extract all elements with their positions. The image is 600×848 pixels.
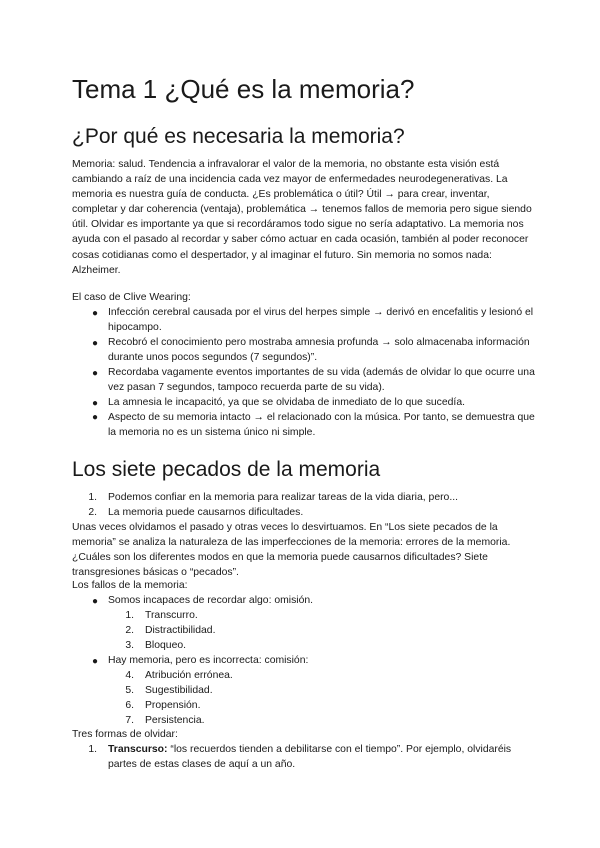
list-number: 1. bbox=[88, 492, 97, 503]
list-number: 2. bbox=[125, 625, 134, 636]
list-number: 7. bbox=[125, 715, 134, 726]
list-item: Recobró el conocimiento pero mostraba amnesia profunda → solo almacenaba información durante unos pocos segundos (7 segundos)”. bbox=[108, 337, 530, 364]
bullet-dot: ● bbox=[92, 412, 99, 423]
list-item: Persistencia. bbox=[145, 715, 205, 726]
list-item: Distractibilidad. bbox=[145, 625, 216, 636]
bullet-dot: ● bbox=[92, 656, 99, 667]
list-item: Propensión. bbox=[145, 700, 201, 711]
list-item: Transcurro. bbox=[145, 610, 198, 621]
list-item: La memoria puede causarnos dificultades. bbox=[108, 507, 304, 518]
list-item bbox=[108, 742, 538, 772]
bullet-dot: ● bbox=[92, 308, 99, 319]
bullet-dot: ● bbox=[92, 596, 99, 607]
pecados-paragraph: Unas veces olvidamos el pasado y otras veces lo desvirtuamos. En “Los siete pecados de la memoria” se analiza la naturaleza de las imperfecciones de la memoria: errores de la memoria. ¿Cuáles son los diferentes modos en que la memoria puede causarnos dificultades? Siete transgresiones básicas o “pecados”. bbox=[72, 522, 511, 579]
list-number: 5. bbox=[125, 685, 134, 696]
list-number: 4. bbox=[125, 670, 134, 681]
omision-label: Somos incapaces de recordar algo: omisión. bbox=[108, 595, 314, 606]
list-item: Podemos confiar en la memoria para realizar tareas de la vida diaria, pero... bbox=[108, 492, 458, 503]
list-number: 1. bbox=[125, 610, 134, 621]
list-item: Atribución errónea. bbox=[145, 670, 233, 681]
list-item: La amnesia le incapacitó, ya que se olvidaba de inmediato de lo que sucedía. bbox=[108, 397, 465, 408]
page-title: Tema 1 ¿Qué es la memoria? bbox=[72, 74, 415, 104]
bullet-dot: ● bbox=[92, 368, 99, 379]
list-number: 1. bbox=[88, 744, 97, 755]
list-item: Aspecto de su memoria intacto → el relacionado con la música. Por tanto, se demuestra que la memoria no es un sistema único ni simple. bbox=[108, 412, 535, 439]
list-item: Infección cerebral causada por el virus del herpes simple → derivó en encefalitis y lesionó el hipocampo. bbox=[108, 307, 534, 334]
list-number: 3. bbox=[125, 640, 134, 651]
section-heading-necesaria: ¿Por qué es necesaria la memoria? bbox=[72, 125, 405, 148]
intro-paragraph: Memoria: salud. Tendencia a infravalorar el valor de la memoria, no obstante esta visión está cambiando a raíz de una incidencia cada vez mayor de enfermedades neurodegenerativas. La memoria es nuestra guía de conducta. ¿Es problemática o útil? Útil → para crear, inventar, completar y dar coherencia (ventaja), problemática → tenemos fallos de memoria pero sigue siendo útil. Olvidar es importante ya que si recordáramos todo sigue no sería adaptativo. La memoria nos ayuda con el pasado al recordar y saber cómo actuar en cada ocasión, también al poder reconocer cosas cotidianas como el despertador, y al imaginar el futuro. Sin memoria no somos nada: Alzheimer. bbox=[72, 159, 532, 276]
term-bold: Transcurso: bbox=[108, 744, 168, 755]
bullet-dot: ● bbox=[92, 338, 99, 349]
fallos-label: Los fallos de la memoria: bbox=[72, 580, 188, 591]
list-item: Recordaba vagamente eventos importantes de su vida (además de olvidar lo que ocurre una vez pasan 7 segundos, tampoco recuerda parte de su vida). bbox=[108, 367, 535, 394]
comision-label: Hay memoria, pero es incorrecta: comisión: bbox=[108, 655, 309, 666]
bullet-dot: ● bbox=[92, 398, 99, 409]
list-number: 6. bbox=[125, 700, 134, 711]
tres-label: Tres formas de olvidar: bbox=[72, 729, 178, 740]
term-definition: “los recuerdos tienden a debilitarse con el tiempo”. Por ejemplo, olvidaréis partes de estas clases de aquí a un año. bbox=[108, 744, 512, 771]
list-number: 2. bbox=[88, 507, 97, 518]
case-label: El caso de Clive Wearing: bbox=[72, 292, 191, 303]
section-heading-pecados: Los siete pecados de la memoria bbox=[72, 458, 381, 481]
list-item: Sugestibilidad. bbox=[145, 685, 213, 696]
list-item: Bloqueo. bbox=[145, 640, 187, 651]
